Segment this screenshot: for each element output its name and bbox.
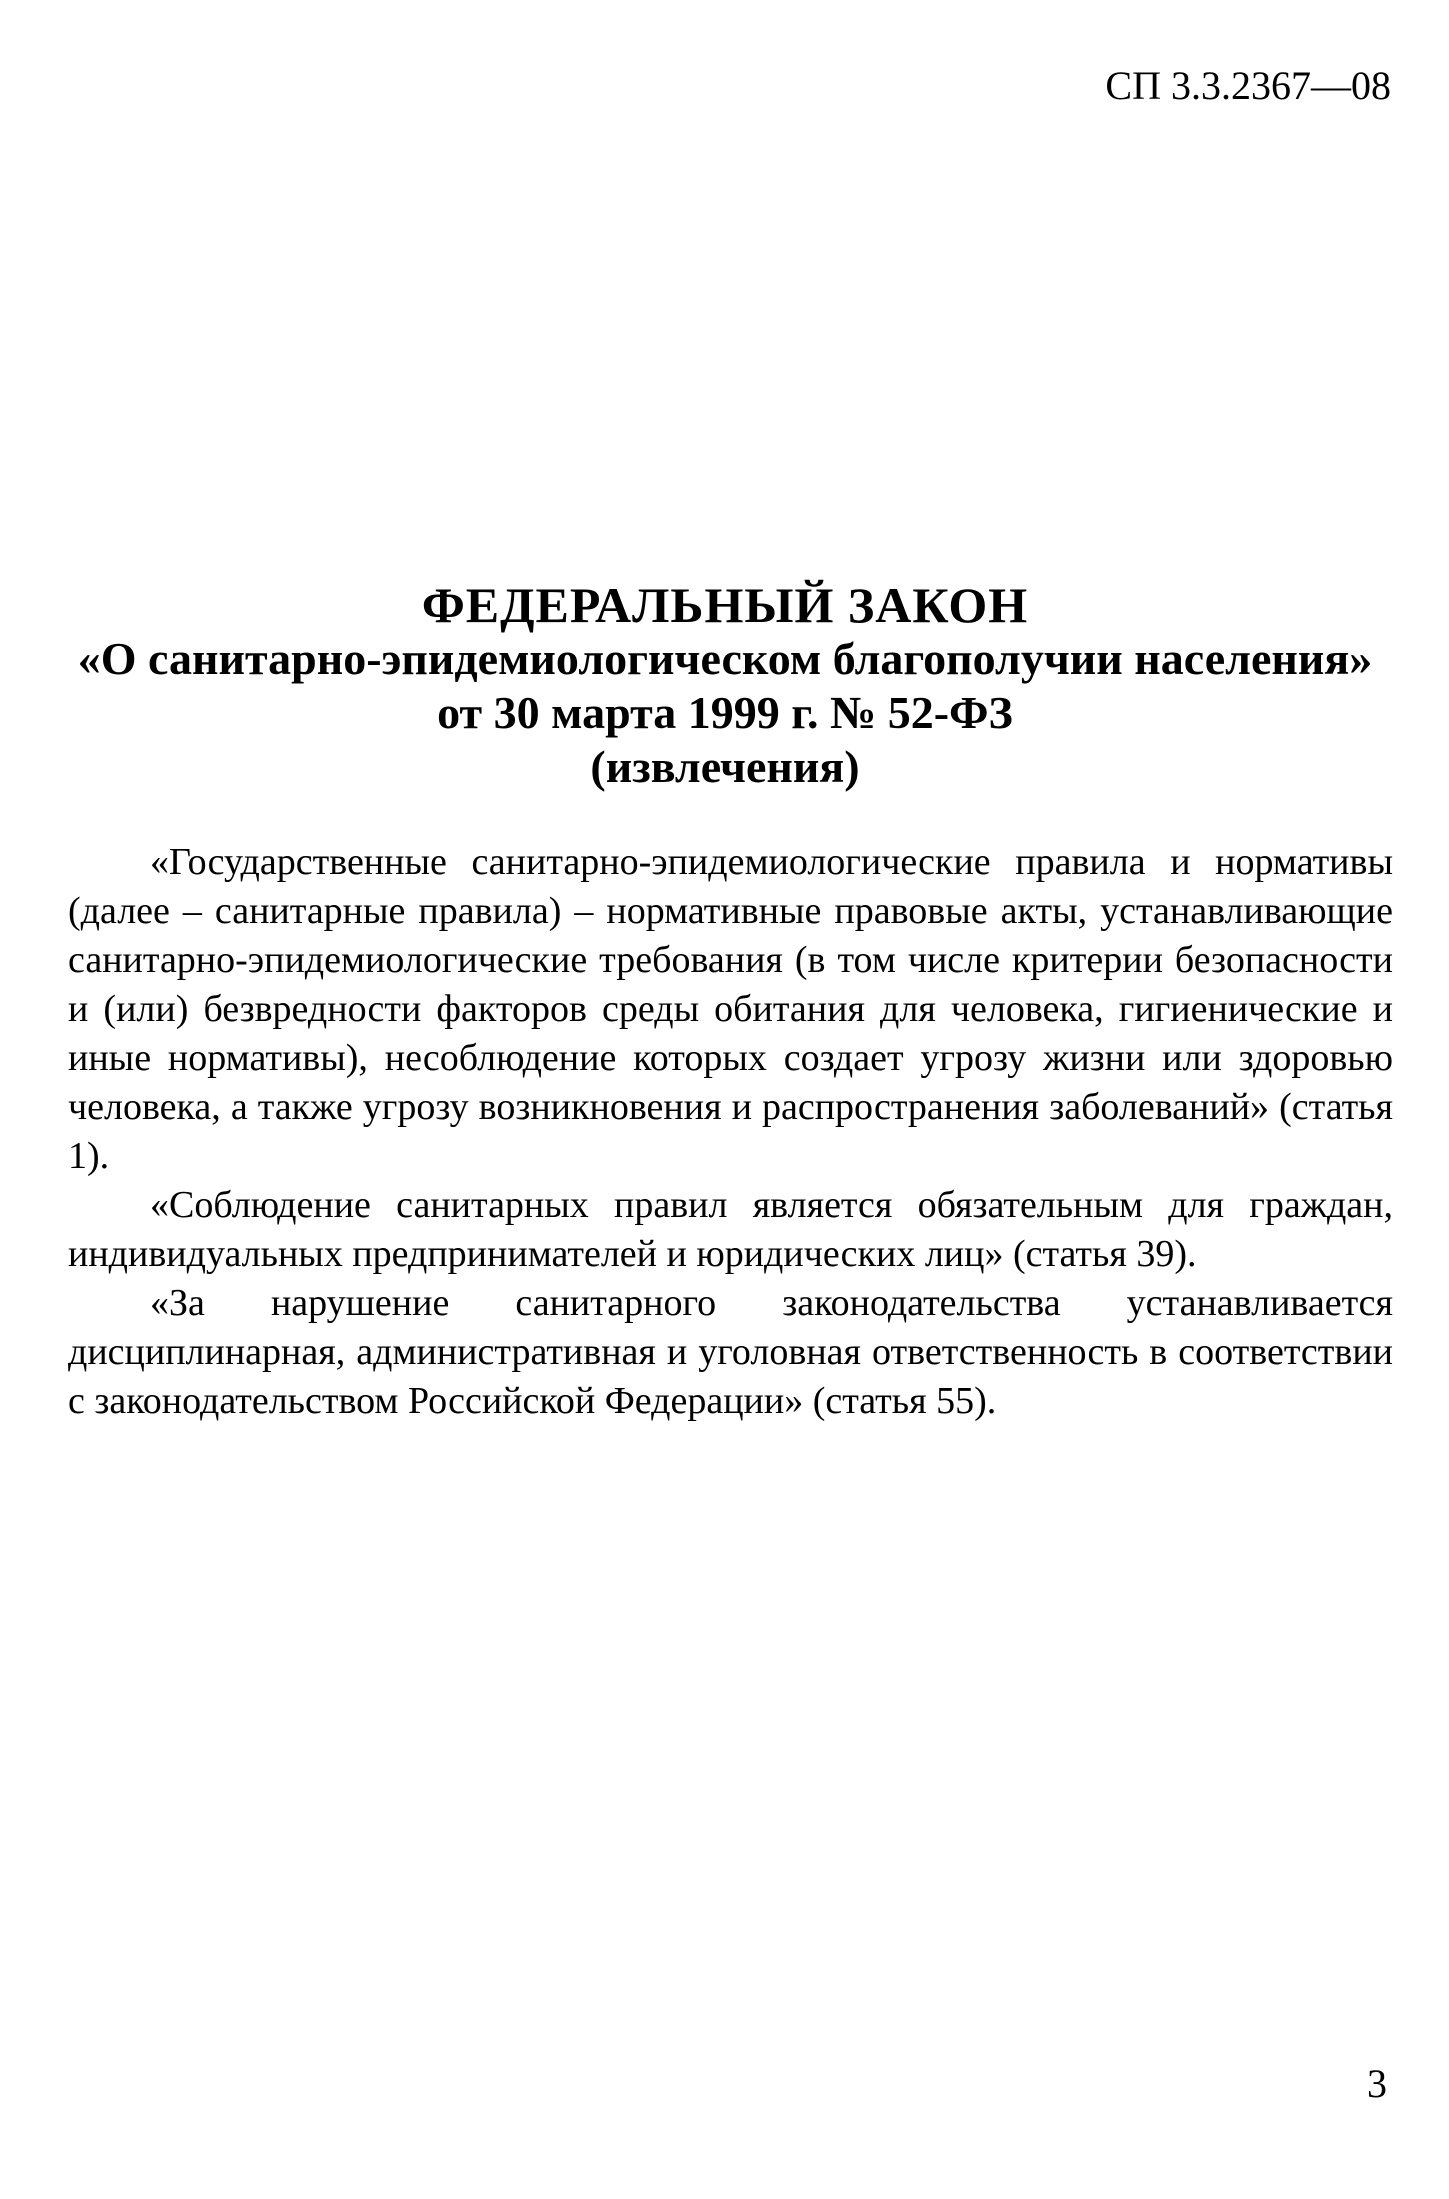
paragraph-article-39: «Соблюдение санитарных правил является обязательным для граждан, индивидуальных предпринимателей и юридических лиц» (статья 39).	[68, 1184, 1393, 1275]
title-block	[60, 578, 1390, 794]
document-code: СП 3.3.2367—08	[1105, 63, 1391, 108]
extract-note-heading: (извлечения)	[590, 741, 860, 792]
paragraph-article-1: «Государственные санитарно-эпидемиологические правила и нормативы (далее – санитарные правила) – нормативные правовые акты, устанавливающие санитарно-эпидемиологические требования (в том числе критерии безопасности и (или) безвредности факторов среды обитания для человека, гигиенические и иные нормативы), несоблюдение которых создает угрозу жизни или здоровью человека, а также угрозу возникновения и распространения заболеваний» (статья 1).	[68, 841, 1393, 1177]
page-number: 3	[1367, 2061, 1387, 2106]
law-type-heading: ФЕДЕРАЛЬНЫЙ ЗАКОН	[421, 577, 1029, 633]
body-text	[68, 838, 1393, 1426]
law-name-heading: «О санитарно-эпидемиологическом благополучии населения»	[77, 633, 1373, 684]
law-date-heading: от 30 марта 1999 г. № 52-ФЗ	[437, 687, 1013, 738]
paragraph-article-55: «За нарушение санитарного законодательства устанавливается дисциплинарная, административная и уголовная ответственность в соответствии с законодательством Российской Федерации» (статья 55).	[68, 1282, 1393, 1422]
